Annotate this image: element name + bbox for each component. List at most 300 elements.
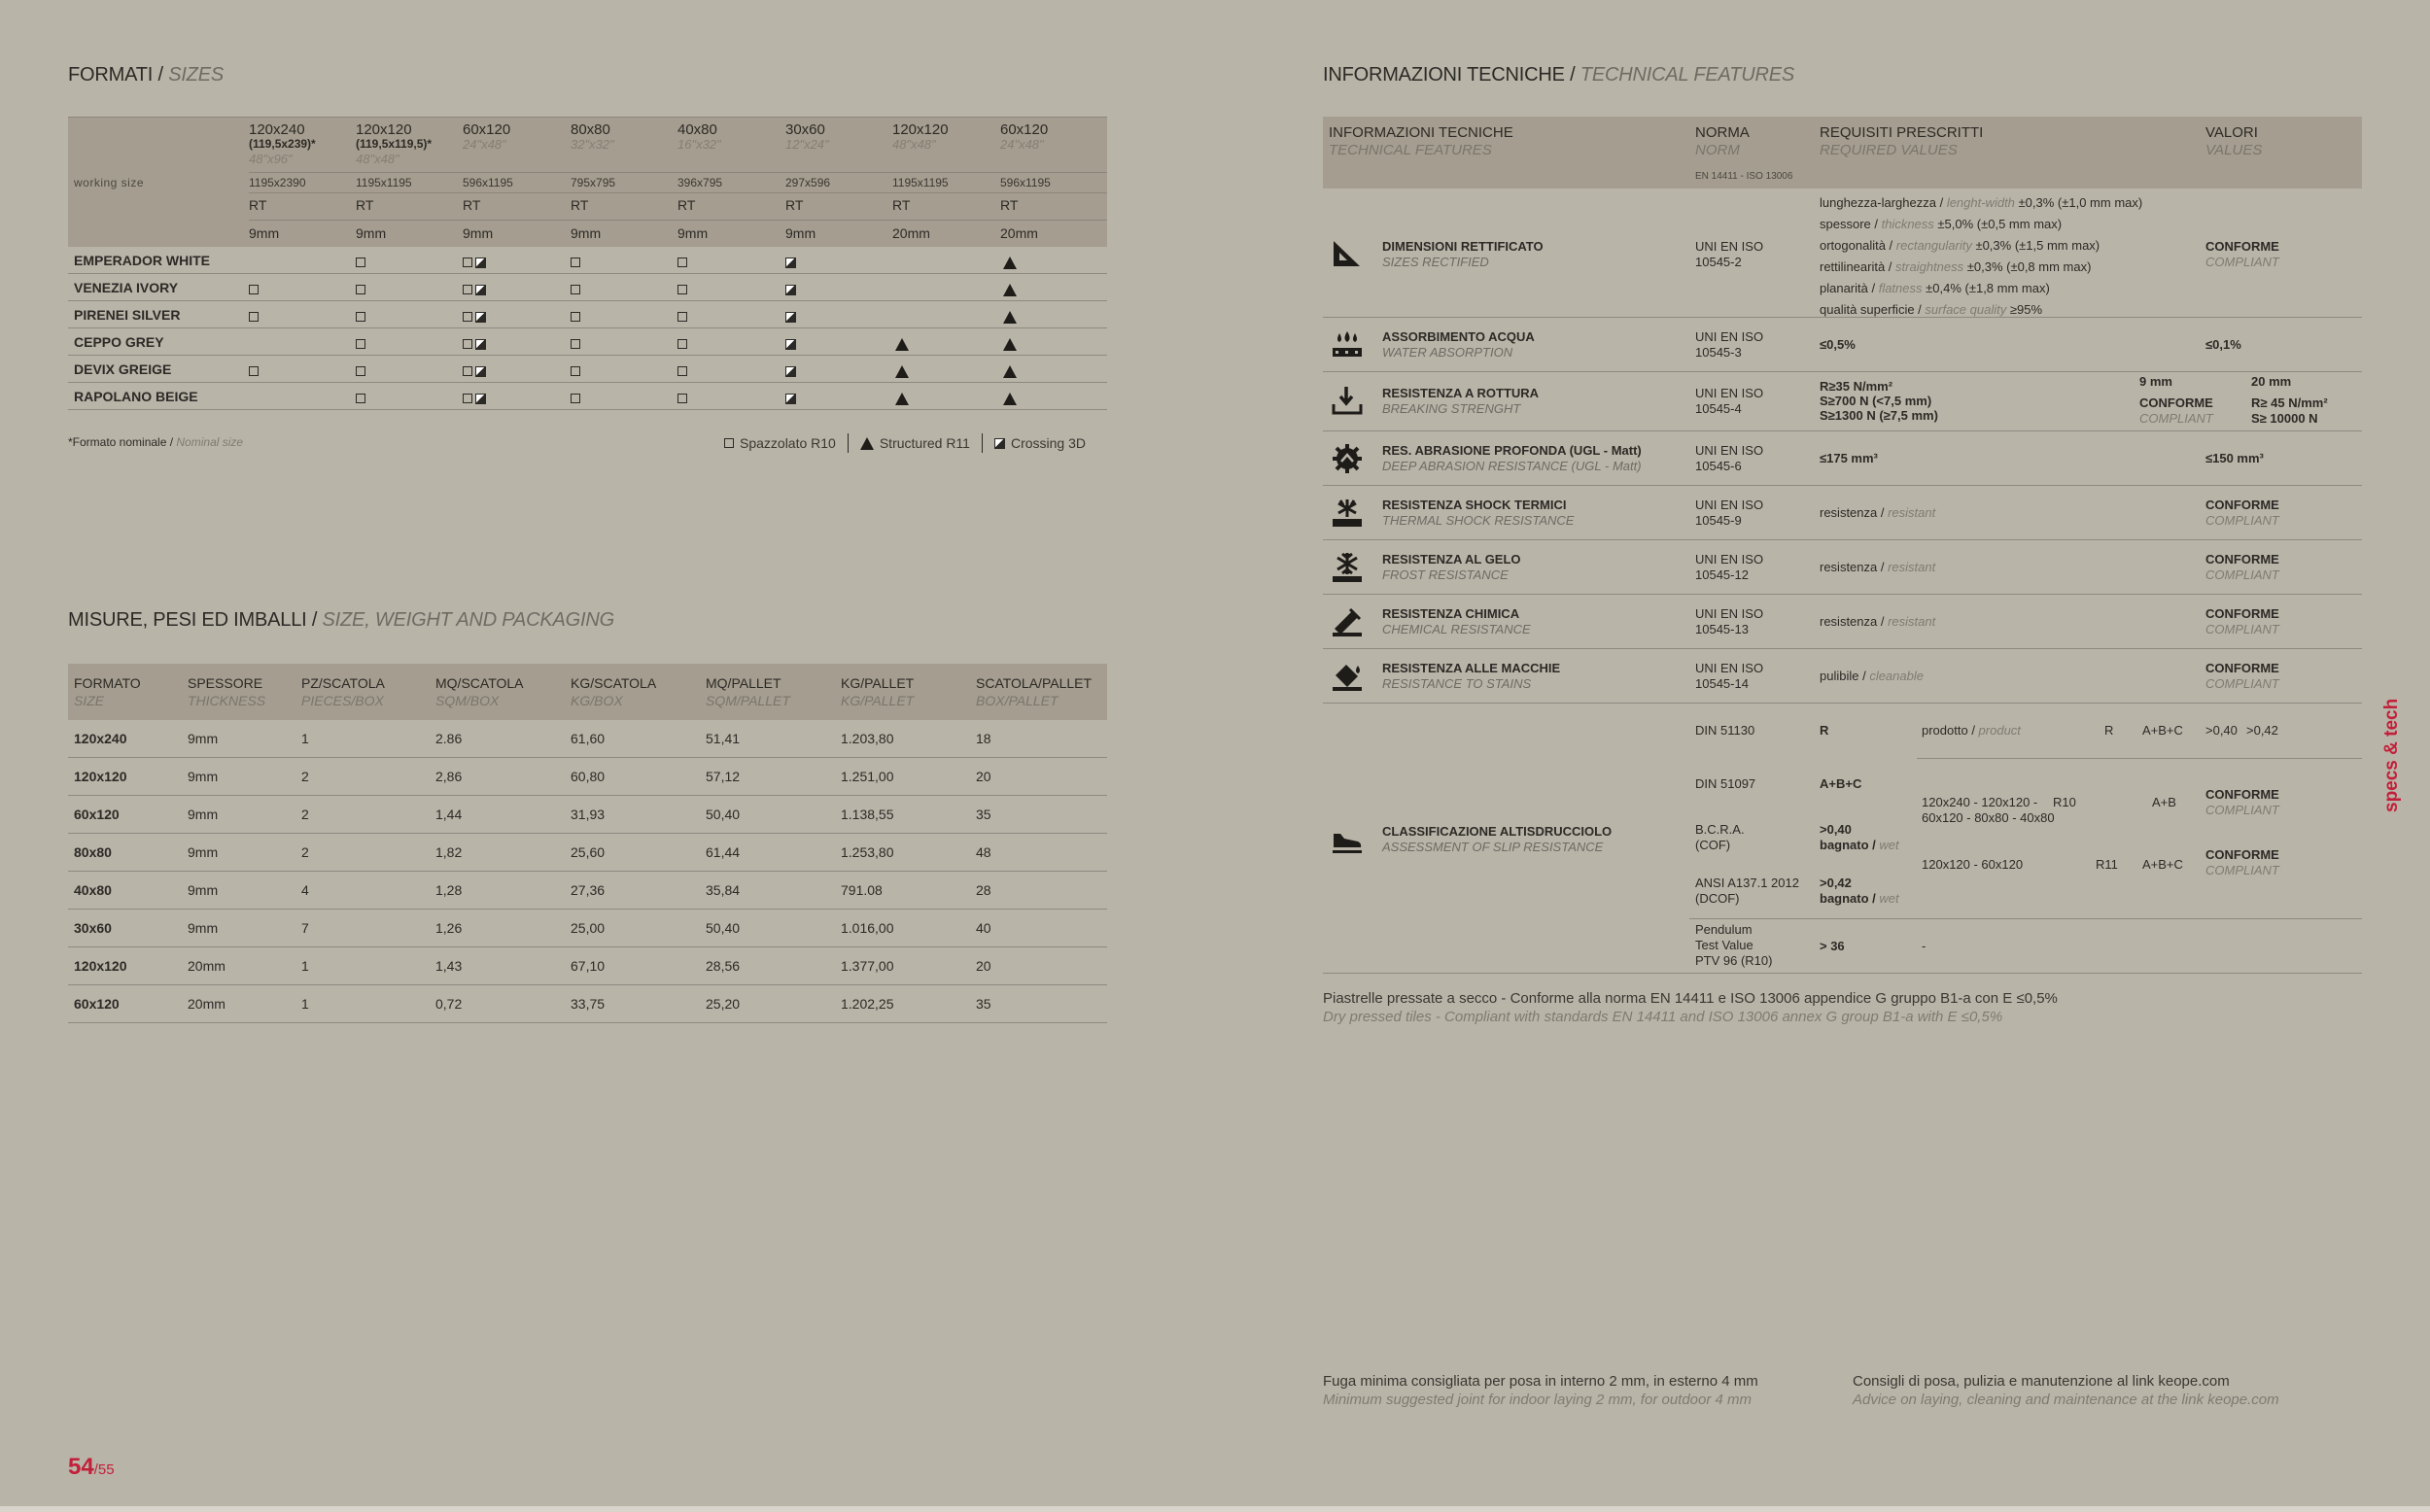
dims-req-part: thickness [1881, 217, 1934, 231]
row-stains [1323, 649, 2362, 704]
availability-cell [1003, 254, 1017, 269]
pack-cell: 1 [301, 996, 309, 1012]
availability-cell [785, 254, 796, 269]
availability-cell [356, 254, 365, 269]
joint-note-en: Minimum suggested joint for indoor laying 2 mm, for outdoor 4 mm [1323, 1392, 1753, 1408]
break-20mm: 20 mm [2251, 374, 2292, 389]
chem-req-en: resistant [1888, 614, 1936, 629]
square-ruler-icon [1331, 237, 1364, 270]
slip-prod-en: product [1978, 723, 2021, 738]
slip-group2-value: CONFORME [2205, 847, 2279, 862]
break-20mm-r: R≥ 45 N/mm² [2251, 395, 2328, 410]
pack-cell: 35 [976, 807, 991, 822]
pack-cell: 0,72 [435, 996, 463, 1012]
pack-cell: 20mm [188, 958, 226, 974]
shock-label: RESISTENZA SHOCK TERMICI [1382, 498, 1567, 512]
break-20mm-s: S≥ 10000 N [2251, 411, 2318, 426]
dims-value-en: COMPLIANT [2205, 255, 2279, 269]
row-water [1323, 318, 2362, 372]
brushed-icon [249, 285, 259, 294]
pack-cell: 61,60 [571, 731, 606, 746]
pack-header: KG/PALLET [841, 675, 915, 691]
pack-cell: 1.203,80 [841, 731, 894, 746]
chemical-flask-icon [1331, 605, 1364, 638]
packaging-title [68, 609, 614, 632]
slip-bcra-value: >0,40 [1820, 822, 1852, 837]
availability-cell [249, 362, 259, 378]
pack-cell: 48 [976, 844, 991, 860]
divider [1917, 758, 2362, 759]
availability-cell [895, 390, 909, 405]
dims-req-line [1820, 257, 2142, 278]
col-working-size: 1195x1195 [892, 176, 949, 189]
pack-cell: 60,80 [571, 769, 606, 784]
availability-cell [785, 281, 796, 296]
pack-cell: 2.86 [435, 731, 463, 746]
pack-header: PZ/SCATOLA [301, 675, 385, 691]
water-label: ASSORBIMENTO ACQUA [1382, 329, 1535, 344]
dims-req-part: qualità superficie / [1820, 302, 1926, 317]
water-norm: UNI EN ISO 10545-3 [1695, 329, 1764, 360]
break-req3: S≥1300 N (≥7,5 mm) [1820, 408, 1938, 423]
col-thickness: 9mm [677, 225, 709, 241]
col-size-exact: (119,5x239)* [249, 137, 316, 151]
packaging-header [68, 664, 1107, 720]
head-required-en: REQUIRED VALUES [1820, 142, 1958, 158]
availability-cell [249, 281, 259, 296]
chem-value-en: COMPLIANT [2205, 622, 2279, 636]
pack-cell: 9mm [188, 769, 219, 784]
divider [1689, 918, 2362, 919]
pack-cell: 35,84 [706, 882, 741, 898]
structured-icon [1003, 338, 1017, 351]
brushed-icon [249, 312, 259, 322]
col-size-inches: 16"x32" [677, 137, 721, 152]
availability-cell [571, 254, 580, 269]
sizes-title [68, 64, 224, 86]
head-values-en: VALUES [2205, 142, 2263, 158]
page-total: /55 [93, 1461, 115, 1478]
col-thickness: 9mm [356, 225, 387, 241]
col-working-size: 1195x2390 [249, 176, 306, 189]
pack-cell: 80x80 [74, 844, 112, 860]
col-size: 80x80 [571, 121, 610, 138]
size-row [68, 356, 1107, 383]
series-name: EMPERADOR WHITE [74, 253, 210, 268]
pack-header-en: KG/BOX [571, 693, 623, 708]
row-thermal [1323, 486, 2362, 540]
structured-icon [1003, 257, 1017, 269]
availability-cell [571, 308, 580, 324]
shock-label-en: THERMAL SHOCK RESISTANCE [1382, 513, 1575, 528]
col-size: 30x60 [785, 121, 825, 138]
brushed-icon [571, 312, 580, 322]
col-size-inches: 24"x48" [1000, 137, 1044, 152]
brushed-icon [463, 258, 472, 267]
col-size: 120x120 [356, 121, 412, 138]
sizes-table [68, 117, 1107, 410]
frost-req: resistenza / [1820, 560, 1889, 574]
slip-group2: 120x120 - 60x120 [1922, 857, 2024, 872]
col-size-inches: 48"x96" [249, 152, 293, 166]
brushed-icon [571, 339, 580, 349]
pack-row [68, 985, 1107, 1023]
availability-cell [895, 335, 909, 351]
dims-req-part: lunghezza-larghezza / [1820, 195, 1947, 210]
packaging-title-it: MISURE, PESI ED IMBALLI / [68, 609, 323, 631]
shock-req-en: resistant [1888, 505, 1936, 520]
page-number [68, 1454, 115, 1481]
crossing-icon [785, 394, 796, 404]
availability-cell [356, 335, 365, 351]
availability-cell [463, 362, 486, 378]
crossing-icon [785, 339, 796, 350]
pack-cell: 1,82 [435, 844, 463, 860]
pack-cell: 9mm [188, 920, 219, 936]
availability-cell [1003, 362, 1017, 378]
slip-wet2-en: wet [1879, 891, 1899, 906]
slip-din1: DIN 51130 [1695, 723, 1755, 738]
pack-cell: 51,41 [706, 731, 741, 746]
pack-cell: 2,86 [435, 769, 463, 784]
pack-cell: 120x120 [74, 958, 127, 974]
link-note [1853, 1372, 2279, 1409]
brushed-icon [463, 366, 472, 376]
pack-header-en: SQM/BOX [435, 693, 500, 708]
footnote-it: *Formato nominale / [68, 435, 177, 449]
pack-cell: 2 [301, 844, 309, 860]
col-size-inches: 48"x48" [892, 137, 936, 152]
col-size: 60x120 [1000, 121, 1049, 138]
dims-req-line [1820, 235, 2142, 257]
abr-label: RES. ABRASIONE PROFONDA (UGL - Matt) [1382, 443, 1642, 458]
legend-brushed: Spazzolato R10 [740, 435, 836, 451]
abr-value: ≤150 mm³ [2205, 451, 2264, 465]
legend-crossing: Crossing 3D [1010, 435, 1086, 451]
chem-norm: UNI EN ISO 10545-13 [1695, 606, 1764, 636]
pack-cell: 40x80 [74, 882, 112, 898]
col-thickness: 9mm [785, 225, 816, 241]
dims-req-part: lenght-width [1946, 195, 2015, 210]
availability-cell [356, 308, 365, 324]
size-row [68, 274, 1107, 301]
col-size-inches: 32"x32" [571, 137, 614, 152]
pack-cell: 27,36 [571, 882, 606, 898]
availability-cell [677, 390, 687, 405]
crossing-icon [785, 258, 796, 268]
col-working-size: 297x596 [785, 176, 831, 189]
dims-req-line [1820, 278, 2142, 299]
structured-icon [895, 365, 909, 378]
water-value: ≤0,1% [2205, 337, 2241, 352]
pack-cell: 30x60 [74, 920, 112, 936]
slip-abc: A+B+C [2142, 723, 2183, 738]
pack-cell: 1 [301, 958, 309, 974]
crossing-icon [475, 285, 486, 295]
brushed-icon [463, 312, 472, 322]
tech-title-en: TECHNICAL FEATURES [1580, 64, 1794, 86]
availability-cell [1003, 335, 1017, 351]
sizes-title-it: FORMATI / [68, 64, 169, 86]
page-current: 54 [68, 1454, 94, 1480]
thermal-shock-icon [1331, 497, 1364, 530]
pack-cell: 1.377,00 [841, 958, 894, 974]
brushed-icon [677, 366, 687, 376]
availability-cell [463, 281, 486, 296]
brushed-icon [356, 366, 365, 376]
brushed-icon [677, 312, 687, 322]
slip-bcra: B.C.R.A. (COF) [1695, 822, 1745, 852]
crossing-icon [994, 438, 1005, 449]
availability-cell [356, 281, 365, 296]
availability-cell [571, 335, 580, 351]
pack-cell: 31,93 [571, 807, 606, 822]
stain-label: RESISTENZA ALLE MACCHIE [1382, 661, 1561, 675]
dims-req-part: ≥95% [2006, 302, 2042, 317]
availability-cell [571, 281, 580, 296]
col-working-size: 396x795 [677, 176, 723, 189]
sizes-footnote [68, 435, 243, 449]
crossing-icon [475, 312, 486, 323]
pack-cell: 40 [976, 920, 991, 936]
dims-req-part: ±0,3% (±1,0 mm max) [2014, 195, 2143, 210]
availability-cell [249, 308, 259, 324]
pack-cell: 57,12 [706, 769, 741, 784]
slip-r: R [2104, 723, 2114, 738]
brushed-icon [463, 285, 472, 294]
pack-cell: 28,56 [706, 958, 741, 974]
dims-requirements [1820, 192, 2142, 321]
slip-label: CLASSIFICAZIONE ALTISDRUCCIOLO [1382, 824, 1613, 839]
slip-group2-c: A+B+C [2142, 857, 2183, 872]
head-feature: INFORMAZIONI TECNICHE [1329, 124, 1513, 141]
pack-cell: 20 [976, 958, 991, 974]
crossing-icon [785, 366, 796, 377]
pack-cell: 1.016,00 [841, 920, 894, 936]
packaging-table [68, 664, 1107, 1023]
size-row [68, 301, 1107, 328]
head-norm-en: NORM [1695, 142, 1740, 158]
tech-table [1323, 117, 2362, 974]
pack-cell: 791.08 [841, 882, 883, 898]
pack-cell: 1.202,25 [841, 996, 894, 1012]
brushed-icon [356, 312, 365, 322]
structured-icon [1003, 311, 1017, 324]
snowflake-icon [1331, 551, 1364, 584]
divider [249, 192, 1107, 193]
dims-req-part: ortogonalità / [1820, 238, 1896, 253]
slip-group1-value: CONFORME [2205, 787, 2279, 802]
col-working-size: 596x1195 [1000, 176, 1051, 189]
dims-label: DIMENSIONI RETTIFICATO [1382, 239, 1544, 254]
pack-row [68, 720, 1107, 758]
col-size: 40x80 [677, 121, 717, 138]
dims-req-part: ±0,4% (±1,8 mm max) [1922, 281, 2050, 295]
abr-norm: UNI EN ISO 10545-6 [1695, 443, 1764, 473]
stain-req: pulibile / [1820, 669, 1870, 683]
row-slip [1323, 704, 2362, 974]
frost-value: CONFORME [2205, 552, 2279, 567]
brushed-icon [356, 258, 365, 267]
dims-req-part: ±0,3% (±0,8 mm max) [1963, 259, 2092, 274]
link-note-it: Consigli di posa, pulizia e manutenzione al link keope.com [1853, 1373, 2230, 1390]
availability-cell [571, 390, 580, 405]
availability-cell [1003, 390, 1017, 405]
working-size-label: working size [74, 176, 145, 189]
dims-req-part: spessore / [1820, 217, 1882, 231]
dims-req-part: ±0,3% (±1,5 mm max) [1971, 238, 2100, 253]
pack-cell: 1.138,55 [841, 807, 894, 822]
pack-header: KG/SCATOLA [571, 675, 657, 691]
tech-note-it: Piastrelle pressate a secco - Conforme alla norma EN 14411 e ISO 13006 appendice G gruppo B1-a con E ≤0,5% [1323, 990, 2058, 1007]
slip-group2-value-en: COMPLIANT [2205, 863, 2279, 877]
slip-pendulum: Pendulum Test Value PTV 96 (R10) [1695, 922, 1773, 968]
sizes-title-en: SIZES [168, 64, 224, 86]
pack-cell: 20 [976, 769, 991, 784]
dims-req-line [1820, 192, 2142, 214]
size-row [68, 383, 1107, 410]
series-name: DEVIX GREIGE [74, 361, 172, 377]
slip-group1: 120x240 - 120x120 - 60x120 - 80x80 - 40x80 [1922, 795, 2055, 825]
brushed-icon [571, 366, 580, 376]
head-feature-en: TECHNICAL FEATURES [1329, 142, 1492, 158]
dims-req-part: flatness [1878, 281, 1923, 295]
shock-value: CONFORME [2205, 498, 2279, 512]
col-size-inches: 12"x24" [785, 137, 829, 152]
col-rectified: RT [571, 197, 589, 213]
pack-cell: 35 [976, 996, 991, 1012]
pack-header-en: PIECES/BOX [301, 693, 384, 708]
dims-req-part: rettilinearità / [1820, 259, 1896, 274]
crossing-icon [475, 258, 486, 268]
chem-value: CONFORME [2205, 606, 2279, 621]
stain-label-en: RESISTANCE TO STAINS [1382, 676, 1532, 691]
availability-cell [463, 308, 486, 324]
availability-cell [1003, 308, 1017, 324]
col-thickness: 9mm [571, 225, 602, 241]
pack-cell: 7 [301, 920, 309, 936]
slip-prod: prodotto / [1922, 723, 1979, 738]
tech-note-en: Dry pressed tiles - Compliant with standards EN 14411 and ISO 13006 annex G group B1-a with E ≤0,5% [1323, 1009, 2003, 1025]
col-size-inches: 24"x48" [463, 137, 506, 152]
pack-cell: 67,10 [571, 958, 606, 974]
slip-group1-c: A+B [2152, 795, 2176, 809]
pack-row [68, 947, 1107, 985]
availability-cell [1003, 281, 1017, 296]
divider [982, 433, 983, 453]
stain-req-en: cleanable [1869, 669, 1924, 683]
water-drops-icon [1331, 328, 1364, 361]
slip-group2-r: R11 [2096, 857, 2118, 872]
head-values: VALORI [2205, 124, 2258, 141]
slip-din2-value: A+B+C [1820, 776, 1862, 791]
pack-header: SPESSORE [188, 675, 263, 691]
frost-value-en: COMPLIANT [2205, 567, 2279, 582]
head-norm: NORMA [1695, 124, 1750, 141]
brushed-icon [463, 339, 472, 349]
pack-cell: 1,44 [435, 807, 463, 822]
brushed-icon [571, 394, 580, 403]
brushed-icon [677, 339, 687, 349]
dims-label-en: SIZES RECTIFIED [1382, 255, 1489, 269]
pack-cell: 60x120 [74, 807, 120, 822]
dims-req-line [1820, 214, 2142, 235]
col-size: 120x120 [892, 121, 949, 138]
availability-cell [677, 335, 687, 351]
brushed-icon [724, 438, 734, 448]
structured-icon [895, 338, 909, 351]
col-working-size: 795x795 [571, 176, 616, 189]
series-name: VENEZIA IVORY [74, 280, 179, 295]
pack-cell: 1,28 [435, 882, 463, 898]
structured-icon [1003, 284, 1017, 296]
abr-label-en: DEEP ABRASION RESISTANCE (UGL - Matt) [1382, 459, 1642, 473]
break-label-en: BREAKING STRENGHT [1382, 401, 1521, 416]
pack-cell: 9mm [188, 807, 219, 822]
pack-row [68, 796, 1107, 834]
joint-note [1323, 1372, 1758, 1409]
slip-v1: >0,40 [2205, 723, 2238, 738]
col-working-size: 1195x1195 [356, 176, 412, 189]
pack-header-en: SIZE [74, 693, 105, 708]
pack-cell: 120x240 [74, 731, 127, 746]
series-name: CEPPO GREY [74, 334, 164, 350]
break-label: RESISTENZA A ROTTURA [1382, 386, 1540, 400]
structured-icon [1003, 365, 1017, 378]
pack-header-en: KG/PALLET [841, 693, 915, 708]
slip-group1-r: R10 [2053, 795, 2076, 809]
sizes-legend [724, 433, 1086, 453]
divider [848, 433, 849, 453]
slip-v2: >0,42 [2246, 723, 2278, 738]
break-9mm: 9 mm [2139, 374, 2172, 389]
legend-structured: Structured R11 [879, 435, 970, 451]
col-thickness: 9mm [249, 225, 280, 241]
frost-label-en: FROST RESISTANCE [1382, 567, 1509, 582]
pack-cell: 28 [976, 882, 991, 898]
pack-header-en: THICKNESS [188, 693, 266, 708]
stain-drop-icon [1331, 660, 1364, 693]
availability-cell [677, 254, 687, 269]
pack-cell: 2 [301, 807, 309, 822]
dims-norm: UNI EN ISO 10545-2 [1695, 239, 1764, 269]
row-abrasion [1323, 431, 2362, 486]
shoe-icon [1331, 822, 1364, 855]
brushed-icon [356, 394, 365, 403]
col-size: 120x240 [249, 121, 305, 138]
brushed-icon [356, 285, 365, 294]
crossing-icon [785, 312, 796, 323]
water-req: ≤0,5% [1820, 337, 1856, 352]
pack-cell: 20mm [188, 996, 226, 1012]
dims-req-part: rectangularity [1895, 238, 1972, 253]
availability-cell [463, 335, 486, 351]
col-rectified: RT [356, 197, 374, 213]
abrasion-gear-icon [1331, 442, 1364, 475]
row-dimensions [1323, 189, 2362, 318]
pack-header: FORMATO [74, 675, 141, 691]
pack-row [68, 872, 1107, 910]
col-rectified: RT [1000, 197, 1019, 213]
pack-cell: 61,44 [706, 844, 741, 860]
pack-cell: 50,40 [706, 807, 741, 822]
shock-value-en: COMPLIANT [2205, 513, 2279, 528]
structured-icon [1003, 393, 1017, 405]
brushed-icon [677, 258, 687, 267]
pack-cell: 4 [301, 882, 309, 898]
availability-cell [356, 362, 365, 378]
dims-req-part: planarità / [1820, 281, 1879, 295]
